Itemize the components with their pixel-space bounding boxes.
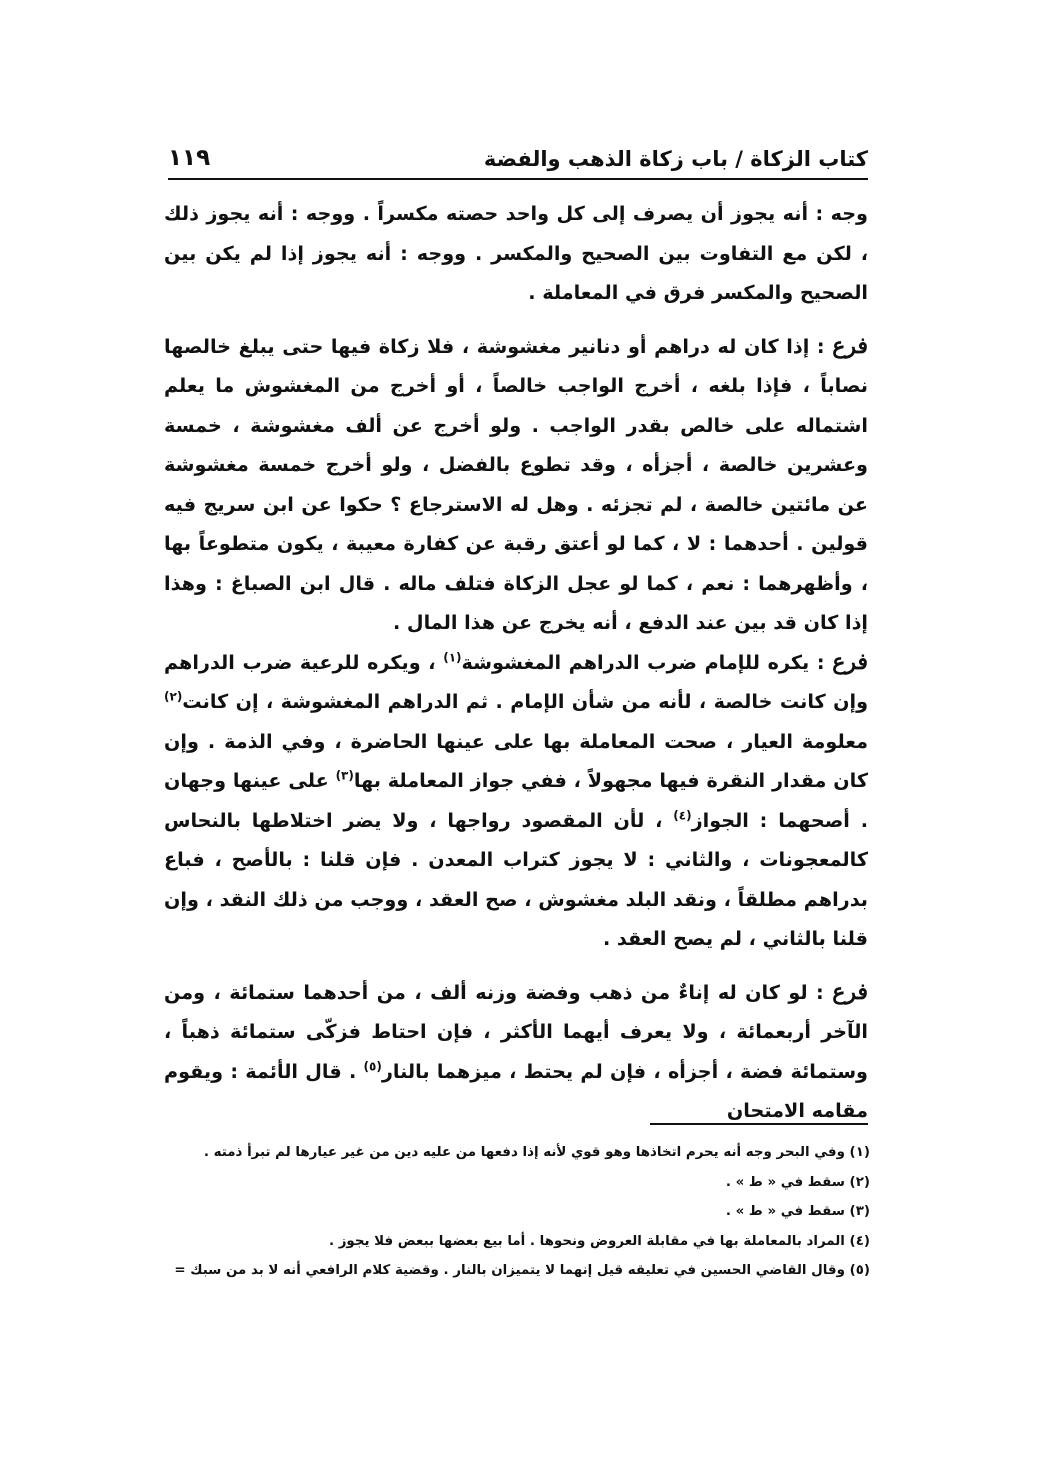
footnote-rule <box>650 1123 868 1125</box>
section-marker: فرع <box>832 978 868 1005</box>
footnote-2: (٢) سقط في « ط » . <box>725 1174 870 1190</box>
paragraph-text: : لو كان له إناءٌ من ذهب وفضة وزنه ألف ، من أحدهما ستمائة ، ومن الآخر أربعمائة ، ولا يعرف أيهما الأكثر ، فإن احتاط فزكّى ستمائة ذهباً ، وستمائة فضة ، أجزأه ، فإن لم يحتط ، ميزهما بالنار <box>164 980 868 1083</box>
paragraph-text: ، ويكره للرعية ضرب الدراهم وإن كانت خالصة ، لأنه من شأن الإمام . ثم الدراهم المغشوشة ، إن كانت <box>164 650 868 713</box>
footnote-ref-4[interactable]: (٤) <box>673 808 692 823</box>
footnote-3: (٣) سقط في « ط » . <box>725 1204 870 1219</box>
paragraph-text: . قال الأئمة : ويقوم مقامه الامتحان <box>164 1059 868 1122</box>
footnote-ref-3[interactable]: (٣) <box>335 768 354 783</box>
paragraph-1 <box>164 194 868 313</box>
paragraph-2 <box>164 327 868 643</box>
footnote-ref-5[interactable]: (٥) <box>363 1059 382 1074</box>
paragraph-text: : يكره للإمام ضرب الدراهم المغشوشة <box>461 650 833 674</box>
footnote-5: (٥) وقال القاضي الحسين في تعليقه قيل إنهما لا يتميزان بالنار . وقضية كلام الرافعي أنه لا بد من سبك = <box>174 1263 870 1278</box>
footnote-ref-2[interactable]: (٢) <box>164 689 183 704</box>
header-rule <box>168 178 868 180</box>
main-text <box>164 194 868 1131</box>
page-number: ١١٩ <box>168 145 211 171</box>
footnote-4: (٤) المراد بالمعاملة بها في مقابلة العروض ونحوها . أما بيع بعضها ببعض فلا يجوز . <box>328 1233 870 1249</box>
paragraph-text: ، لأن المقصود رواجها ، ولا يضر اختلاطها بالنحاس كالمعجونات ، والثاني : لا يجوز كتراب المعدن . فإن قلنا : بالأصح ، فباع بدراهم مطلقاً ، ونقد البلد مغشوش ، صح العقد ، ووجب من ذلك النقد ، وإن قلنا بالثاني ، لم يصح العقد . <box>164 808 868 950</box>
paragraph-text: على عينها وجهان . أصحهما : الجواز <box>164 769 868 832</box>
paragraph-3 <box>164 643 868 959</box>
footnote-ref-1[interactable]: (١) <box>443 650 462 665</box>
section-marker: فرع <box>832 648 868 675</box>
paragraph-text: معلومة العيار ، صحت المعاملة بها على عينها الحاضرة ، وفي الذمة . وإن كان مقدار النقرة فيها مجهولاً ، ففي جواز المعاملة بها <box>164 729 868 792</box>
paragraph-4 <box>164 973 868 1131</box>
running-header <box>168 130 868 170</box>
footnotes <box>130 1138 870 1286</box>
paragraph-text: : إذا كان له دراهم أو دنانير مغشوشة ، فلا زكاة فيها حتى يبلغ خالصها نصاباً ، فإذا بلغه ، أخرج الواجب خالصاً ، أو أخرج من المغشوش ما يعلم اشتماله على خالص بقدر الواجب . ولو أخرج عن ألف مغشوشة ، خمسة وعشرين خالصة ، أجزأه ، وقد تطوع بالفضل ، ولو أخرج خمسة مغشوشة عن مائتين خالصة ، لم تجزئه . وهل له الاسترجاع ؟ حكوا عن ابن سريج فيه قولين . أحدهما : لا ، كما لو أعتق رقبة عن كفارة معيبة ، يكون متطوعاً بها ، وأظهرهما : نعم ، كما لو عجل الزكاة فتلف ماله . قال ابن الصباغ : وهذا إذا كان قد بين عند الدفع ، أنه يخرج عن هذا المال . <box>164 334 868 634</box>
header-title: كتاب الزكاة / باب زكاة الذهب والفضة <box>483 147 868 171</box>
section-marker: فرع <box>832 332 868 359</box>
footnote-1: (١) وفي البحر وجه أنه يحرم اتخاذها وهو قوي لأنه إذا دفعها من عليه دين من غير عيارها لم تبرأ ذمته . <box>203 1145 870 1160</box>
paragraph-text: وجه : أنه يجوز أن يصرف إلى كل واحد حصته مكسراً . ووجه : أنه يجوز ذلك ، لكن مع التفاوت بين الصحيح والمكسر . ووجه : أنه يجوز إذا لم يكن بين الصحيح والمكسر فرق في المعاملة . <box>164 202 868 304</box>
